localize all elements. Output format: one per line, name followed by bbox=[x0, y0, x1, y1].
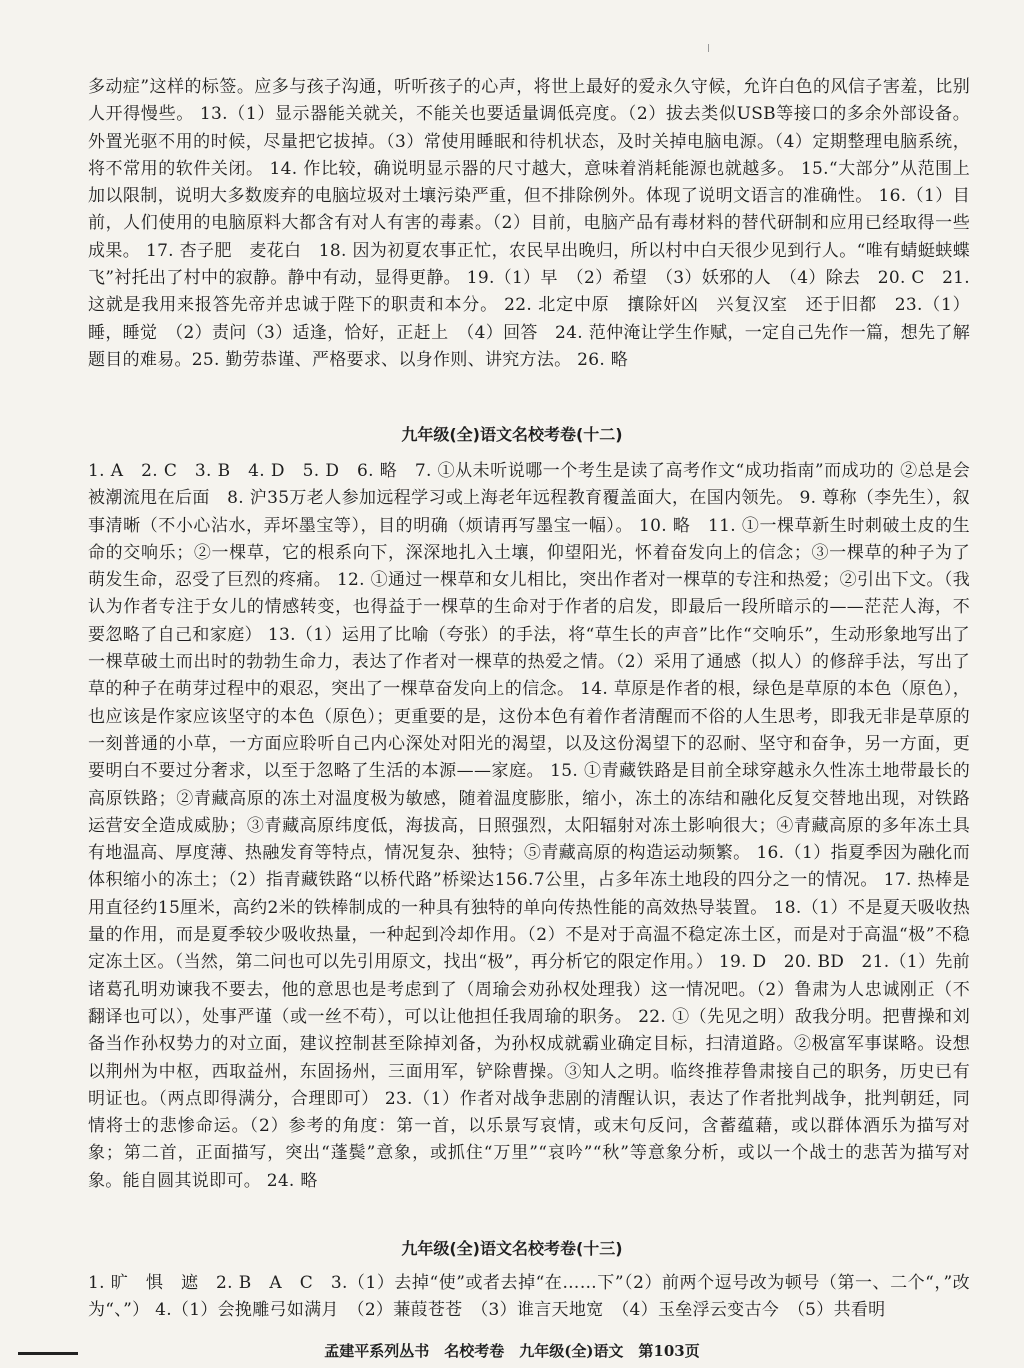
corner-mark bbox=[18, 1352, 78, 1355]
section-heading-13: 九年级(全)语文名校考卷(十三) bbox=[401, 1239, 623, 1258]
section-heading-12: 九年级(全)语文名校考卷(十二) bbox=[401, 425, 623, 444]
page-footer: 孟建平系列丛书 名校考卷 九年级(全)语文 第103页 bbox=[324, 1342, 700, 1360]
answers-exam-12: 1. A 2. C 3. B 4. D 5. D 6. 略 7. ①从未听说哪一个考生是读了高考作文“成功指南”而成功的 ②总是会被潮流甩在后面 8. 沪35万老人参加远程学习或上海老年远程教育覆盖面大，在国内领先。 9. 尊称（李先生），叙事清晰（不小心沾水，弄坏墨宝等），目的明确（烦请再写墨宝一幅）。 10. 略 11. ①一棵草新生时刺破土皮的生命的交响乐；②一棵草，它的根系向下，深深地扎入土壤，仰望阳光，怀着奋发向上的信念；③一棵草的种子为了萌发生命，忍受了巨烈的疼痛。 12. ①通过一棵草和女儿相比，突出作者对一棵草的专注和热爱；②引出下文。（我认为作者专注于女儿的情感转变，也得益于一棵草的生命对于作者的启发，即最后一段所暗示的——茫茫人海，不要忽略了自己和家庭） 13.（1）运用了比喻（夸张）的手法，将“草生长的声音”比作“交响乐”，生动形象地写出了一棵草破土而出时的勃勃生命力，表达了作者对一棵草的热爱之情。（2）采用了通感（拟人）的修辞手法，写出了草的种子在萌芽过程中的艰忍，突出了一棵草奋发向上的信念。 14. 草原是作者的根，绿色是草原的本色（原色），也应该是作家应该坚守的本色（原色）；更重要的是，这份本色有着作者清醒而不俗的人生思考，即我无非是草原的一刻普通的小草，一方面应聆听自己内心深处对阳光的渴望，以及这份渴望下的忍耐、坚守和奋争，另一方面，更要明白不要过分奢求，以至于忽略了生活的本源——家庭。 15. ①青藏铁路是目前全球穿越永久性冻土地带最长的高原铁路；②青藏高原的冻土对温度极为敏感，随着温度膨胀，缩小，冻土的冻结和融化反复交替地出现，对铁路运营安全造成威胁；③青藏高原纬度低，海拔高，日照强烈，太阳辐射对冻土影响很大；④青藏高原的多年冻土具有地温高、厚度薄、热融发育等特点，情况复杂、独特；⑤青藏高原的构造运动频繁。 16.（1）指夏季因为融化而体积缩小的冻土；（2）指青藏铁路“以桥代路”桥梁达156.7公里，占多年冻土地段的四分之一的情况。 17. 热棒是用直径约15厘米，高约2米的铁棒制成的一种具有独特的单向传热性能的高效热导装置。 18.（1）不是夏天吸收热量的作用，而是夏季较少吸收热量，一种起到冷却作用。（2）不是对于高温不稳定冻土区，而是对于高温“极”不稳定冻土区。（当然，第二问也可以先引用原文，找出“极”，再分析它的限定作用。） 19. D 20. BD 21.（1）先前诸葛孔明劝谏我不要去，他的意思也是考虑到了（周瑜会劝孙权处理我）这一情况吧。（2）鲁肃为人忠诚刚正（不翻译也可以），处事严谨（或一丝不苟），可以让他担任我周瑜的职务。 22. ①（先见之明）敌我分明。把曹操和刘备当作孙权势力的对立面，建议控制甚至除掉刘备，为孙权成就霸业确定目标，扫清道路。②极富军事谋略。设想以荆州为中枢，西取益州，东固扬州，三面用军，铲除曹操。③知人之明。临终推荐鲁肃接自己的职务，历史已有明证也。（两点即得满分，合理即可） 23.（1）作者对战争悲剧的清醒认识，表达了作者批判战争，批判朝廷，同情将士的悲惨命运。（2）参考的角度：第一首，以乐景写哀情，或末句反问，含蓄蕴藉，或以群体酒乐为描写对象；第二首，正面描写，突出“蓬鬓”意象，或抓住“万里”“哀吟”“秋”等意象分析，或以一个战士的悲苦为描写对象。能自圆其说即可。 24. 略 bbox=[88, 461, 970, 1191]
answers-continued: 多动症”这样的标签。应多与孩子沟通，听听孩子的心声，将世上最好的爱永久守候，允许白色的风信子害羞，比别人开得慢些。 13.（1）显示器能关就关，不能关也要适量调低亮度。（2）拔去类似USB等接口的多余外部设备。外置光驱不用的时候，尽量把它拔掉。（3）常使用睡眠和待机状态，及时关掉电脑电源。（4）定期整理电脑系统，将不常用的软件关闭。 14. 作比较，确说明显示器的尺寸越大，意味着消耗能源也就越多。 15.“大部分”从范围上加以限制，说明大多数废弃的电脑垃圾对土壤污染严重，但不排除例外。体现了说明文语言的准确性。 16.（1）目前，人们使用的电脑原料大都含有对人有害的毒素。（2）目前，电脑产品有毒材料的替代研制和应用已经取得一些成果。 17. 杏子肥 麦花白 18. 因为初夏农事正忙，农民早出晚归，所以村中白天很少见到行人。“唯有蜻蜓蛱蝶飞”衬托出了村中的寂静。静中有动，显得更静。 19.（1）早 （2）希望 （3）妖邪的人 （4）除去 20. C 21. 这就是我用来报答先帝并忠诚于陛下的职责和本分。 22. 北定中原 攘除奸凶 兴复汉室 还于旧都 23.（1）睡，睡觉 （2）责问（3）适逢，恰好，正赶上 （4）回答 24. 范仲淹让学生作赋，一定自己先作一篇，想先了解题目的难易。25. 勤劳恭谨、严格要求、以身作则、讲究方法。 26. 略 bbox=[88, 77, 970, 370]
scan-mark bbox=[708, 44, 713, 52]
answers-exam-13: 1. 旷 惧 遮 2. B A C 3.（1）去掉“使”或者去掉“在……下”（2）前两个逗号改为顿号（第一、二个“，”改为“、”） 4.（1）会挽雕弓如满月 （2）蒹葭苍苍 （3）谁言天地宽 （4）玉垒浮云变古今 （5）共看明 bbox=[88, 1273, 970, 1321]
